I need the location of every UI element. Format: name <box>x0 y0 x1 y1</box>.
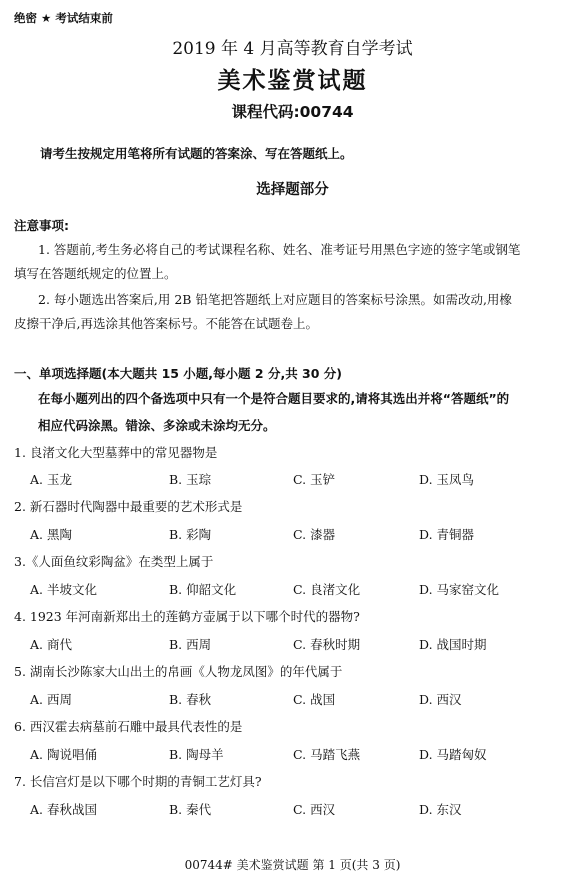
option-d: D. 马踏匈奴 <box>419 747 487 762</box>
note-line: 填写在答题纸规定的位置上。 <box>14 266 177 281</box>
confidential-label: 绝密 ★ 考试结束前 <box>14 11 113 25</box>
option-a: A. 西周 <box>30 692 72 707</box>
option-d: D. 战国时期 <box>419 637 487 652</box>
option-a: A. 玉龙 <box>30 472 72 487</box>
note-line: 2. 每小题选出答案后,用 2B 铅笔把答题纸上对应题目的答案标号涂黑。如需改动,用橡 <box>38 292 512 307</box>
option-b: B. 春秋 <box>169 692 212 707</box>
option-c: C. 春秋时期 <box>293 637 361 652</box>
note-line: 皮擦干净后,再选涂其他答案标号。不能答在试题卷上。 <box>14 316 318 331</box>
option-d: D. 西汉 <box>419 692 462 707</box>
option-b: B. 西周 <box>169 637 212 652</box>
part-one-heading: 一、单项选择题(本大题共 15 小题,每小题 2 分,共 30 分) <box>14 366 343 381</box>
note-line: 1. 答题前,考生务必将自己的考试课程名称、姓名、准考证号用黑色字迹的签字笔或钢笔 <box>38 242 521 257</box>
option-b: B. 秦代 <box>169 802 212 817</box>
option-c: C. 漆器 <box>293 527 336 542</box>
part-one-description: 在每小题列出的四个备选项中只有一个是符合题目要求的,请将其选出并将“答题纸”的 <box>38 391 510 406</box>
option-c: C. 马踏飞燕 <box>293 747 361 762</box>
option-b: B. 玉琮 <box>169 472 212 487</box>
question-stem: 1. 良渚文化大型墓葬中的常见器物是 <box>14 445 218 460</box>
option-a: A. 春秋战国 <box>30 802 97 817</box>
question-stem: 2. 新石器时代陶器中最重要的艺术形式是 <box>14 499 243 514</box>
option-d: D. 东汉 <box>419 802 462 817</box>
option-b: B. 仰韶文化 <box>169 582 237 597</box>
part-one-description: 相应代码涂黑。错涂、多涂或未涂均无分。 <box>38 418 276 433</box>
option-d: D. 玉凤鸟 <box>419 472 475 487</box>
option-d: D. 马家窑文化 <box>419 582 500 597</box>
page-footer: 00744# 美术鉴赏试题 第 1 页(共 3 页) <box>184 858 401 872</box>
option-a: A. 陶说唱俑 <box>30 747 97 762</box>
notes-heading: 注意事项: <box>14 218 69 233</box>
paper-title: 美术鉴赏试题 <box>217 68 368 94</box>
question-stem: 7. 长信宫灯是以下哪个时期的青铜工艺灯具? <box>14 774 262 789</box>
option-a: A. 黑陶 <box>30 527 72 542</box>
option-c: C. 战国 <box>293 692 336 707</box>
option-c: C. 玉铲 <box>293 472 336 487</box>
option-b: B. 陶母羊 <box>169 747 224 762</box>
course-code: 课程代码:00744 <box>231 103 354 121</box>
section-title: 选择题部分 <box>256 182 329 198</box>
option-b: B. 彩陶 <box>169 527 212 542</box>
option-a: A. 商代 <box>30 637 72 652</box>
question-stem: 6. 西汉霍去病墓前石雕中最具代表性的是 <box>14 719 243 734</box>
question-stem: 3.《人面鱼纹彩陶盆》在类型上属于 <box>14 554 214 569</box>
option-d: D. 青铜器 <box>419 527 475 542</box>
general-instruction: 请考生按规定用笔将所有试题的答案涂、写在答题纸上。 <box>40 146 353 161</box>
exam-title: 2019 年 4 月高等教育自学考试 <box>172 39 413 59</box>
option-a: A. 半坡文化 <box>30 582 97 597</box>
option-c: C. 良渚文化 <box>293 582 361 597</box>
option-c: C. 西汉 <box>293 802 336 817</box>
question-stem: 4. 1923 年河南新郑出土的莲鹤方壶属于以下哪个时代的器物? <box>14 609 360 624</box>
question-stem: 5. 湖南长沙陈家大山出土的帛画《人物龙凤图》的年代属于 <box>14 664 343 679</box>
